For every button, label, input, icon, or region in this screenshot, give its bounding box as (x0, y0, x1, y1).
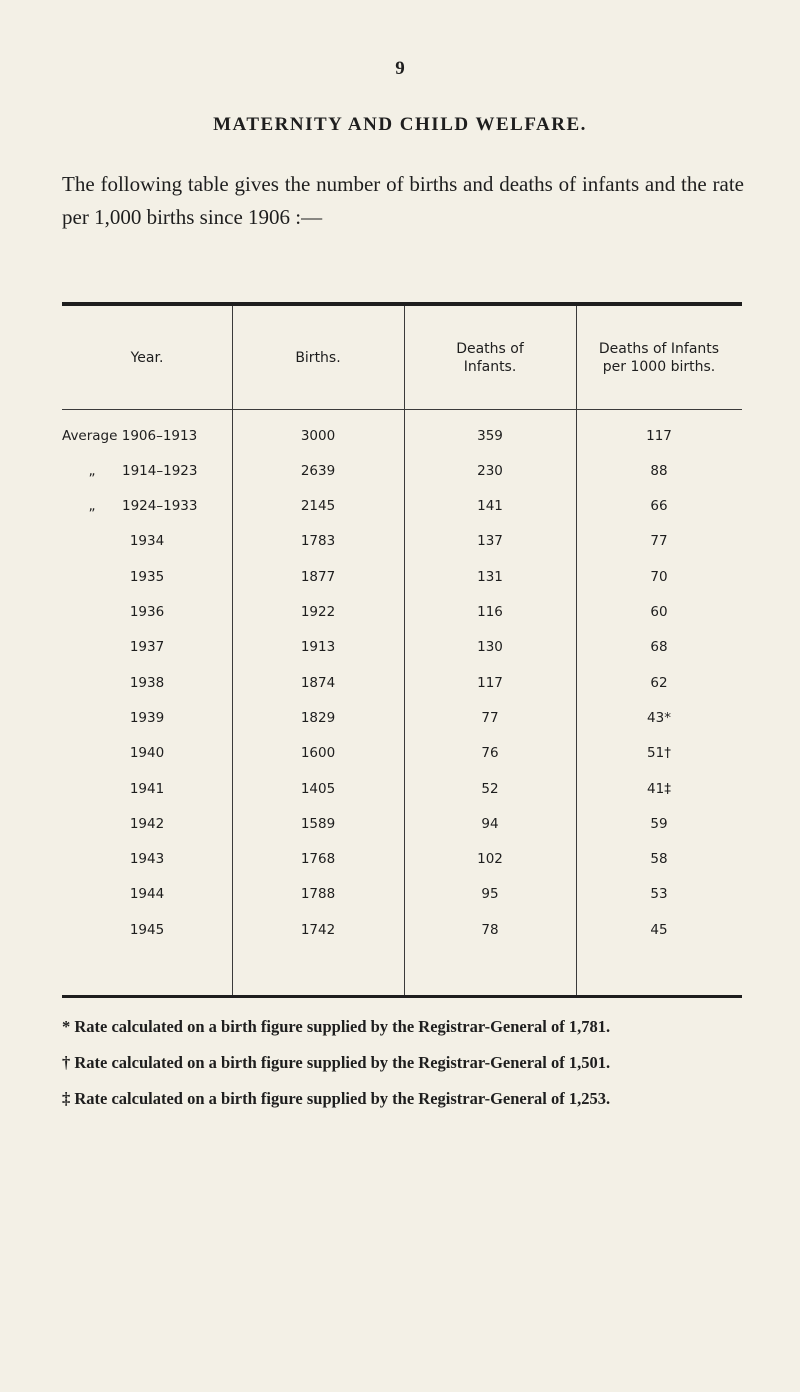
cell-deaths: 131 (477, 568, 503, 585)
footnote-dagger: † Rate calculated on a birth figure supplied by the Registrar-General of 1,501. (62, 1053, 611, 1072)
cell-year: 1944 (129, 886, 165, 903)
cell-births: 1829 (300, 709, 336, 726)
ditto-mark: „ (88, 498, 96, 515)
table-row (62, 595, 742, 630)
cell-deaths: 359 (477, 427, 503, 444)
cell-year: 1941 (129, 780, 165, 797)
cell-rate: 88 (650, 462, 668, 479)
cell-deaths: 95 (481, 886, 499, 903)
cell-rate: 43* (647, 709, 671, 726)
cell-rate: 62 (650, 674, 668, 691)
cell-births: 1742 (300, 921, 336, 938)
table-header-rule (62, 409, 742, 410)
ditto-mark: „ (88, 462, 96, 479)
cell-rate: 59 (650, 815, 668, 832)
cell-births: 1788 (300, 886, 336, 903)
header-births: Births. (295, 349, 341, 366)
cell-births: 1783 (300, 533, 336, 550)
header-rate: Deaths of Infants per 1000 births. (598, 340, 720, 375)
cell-rate: 51† (647, 745, 671, 762)
cell-births: 1874 (300, 674, 336, 691)
cell-births: 1913 (300, 639, 336, 656)
table-row (62, 559, 742, 594)
cell-rate: 117 (646, 427, 672, 444)
cell-deaths: 117 (477, 674, 503, 691)
footnote-asterisk: * Rate calculated on a birth figure supplied by the Registrar-General of 1,781. (62, 1017, 611, 1036)
cell-births: 2145 (300, 498, 336, 515)
cell-deaths: 94 (481, 815, 499, 832)
table-row (62, 877, 742, 912)
cell-deaths: 77 (481, 709, 499, 726)
footnote-double-dagger: ‡ Rate calculated on a birth figure supplied by the Registrar-General of 1,253. (62, 1089, 611, 1108)
cell-deaths: 76 (481, 745, 499, 762)
table-row (62, 489, 742, 524)
page-title: MATERNITY AND CHILD WELFARE. (213, 114, 587, 135)
cell-births: 2639 (300, 462, 336, 479)
cell-deaths: 78 (481, 921, 499, 938)
cell-deaths: 230 (477, 462, 503, 479)
page-number: 9 (395, 58, 405, 79)
cell-year: 1945 (129, 921, 165, 938)
year-range: 1914–1923 (122, 462, 198, 479)
cell-rate: 77 (650, 533, 668, 550)
cell-year: 1940 (129, 745, 165, 762)
cell-rate: 68 (650, 639, 668, 656)
table-row (62, 630, 742, 665)
cell-births: 1589 (300, 815, 336, 832)
cell-rate: 60 (650, 604, 668, 620)
cell-births: 1768 (300, 851, 336, 868)
cell-births: 1877 (300, 568, 336, 585)
cell-rate: 58 (650, 851, 668, 868)
table-row (62, 665, 742, 700)
table-row (62, 453, 742, 488)
cell-year: Average 1906–1913 (62, 427, 198, 444)
table-row (62, 912, 742, 947)
cell-year (62, 489, 232, 524)
cell-deaths: 141 (477, 498, 503, 515)
cell-deaths: 130 (477, 639, 503, 656)
cell-deaths: 137 (477, 533, 503, 550)
cell-year: 1943 (129, 851, 165, 868)
cell-year (62, 453, 232, 488)
cell-deaths: 116 (477, 604, 503, 620)
cell-year: 1937 (129, 639, 165, 656)
footnotes (62, 1016, 744, 1124)
year-range: 1924–1933 (122, 498, 198, 515)
table-row (62, 806, 742, 841)
cell-rate: 41‡ (647, 780, 671, 797)
table-row (62, 842, 742, 877)
header-deaths: Deaths of Infants. (456, 340, 524, 375)
cell-year: 1939 (129, 709, 165, 726)
cell-year: 1934 (129, 533, 165, 550)
table-row (62, 771, 742, 806)
cell-births: 3000 (300, 427, 336, 444)
cell-rate: 53 (650, 886, 668, 903)
cell-deaths: 102 (477, 851, 503, 868)
cell-deaths: 52 (481, 780, 499, 797)
intro-paragraph: The following table gives the number of births and deaths of infants and the rate per 1,000 births since 1906 :— (62, 172, 744, 229)
cell-rate: 70 (650, 568, 668, 585)
births-deaths-table (62, 302, 742, 998)
cell-births: 1922 (300, 604, 336, 620)
cell-rate: 45 (650, 921, 668, 938)
cell-year: 1935 (129, 568, 165, 585)
cell-year: 1942 (129, 815, 165, 832)
table-row (62, 524, 742, 559)
table-row (62, 736, 742, 771)
cell-rate: 66 (650, 498, 668, 515)
cell-year: 1936 (129, 604, 165, 620)
table-row (62, 418, 742, 453)
header-year: Year. (130, 349, 164, 366)
table-bottom-rule (62, 995, 742, 998)
cell-births: 1405 (300, 780, 336, 797)
cell-year: 1938 (129, 674, 165, 691)
table-row (62, 700, 742, 735)
cell-births: 1600 (300, 745, 336, 762)
